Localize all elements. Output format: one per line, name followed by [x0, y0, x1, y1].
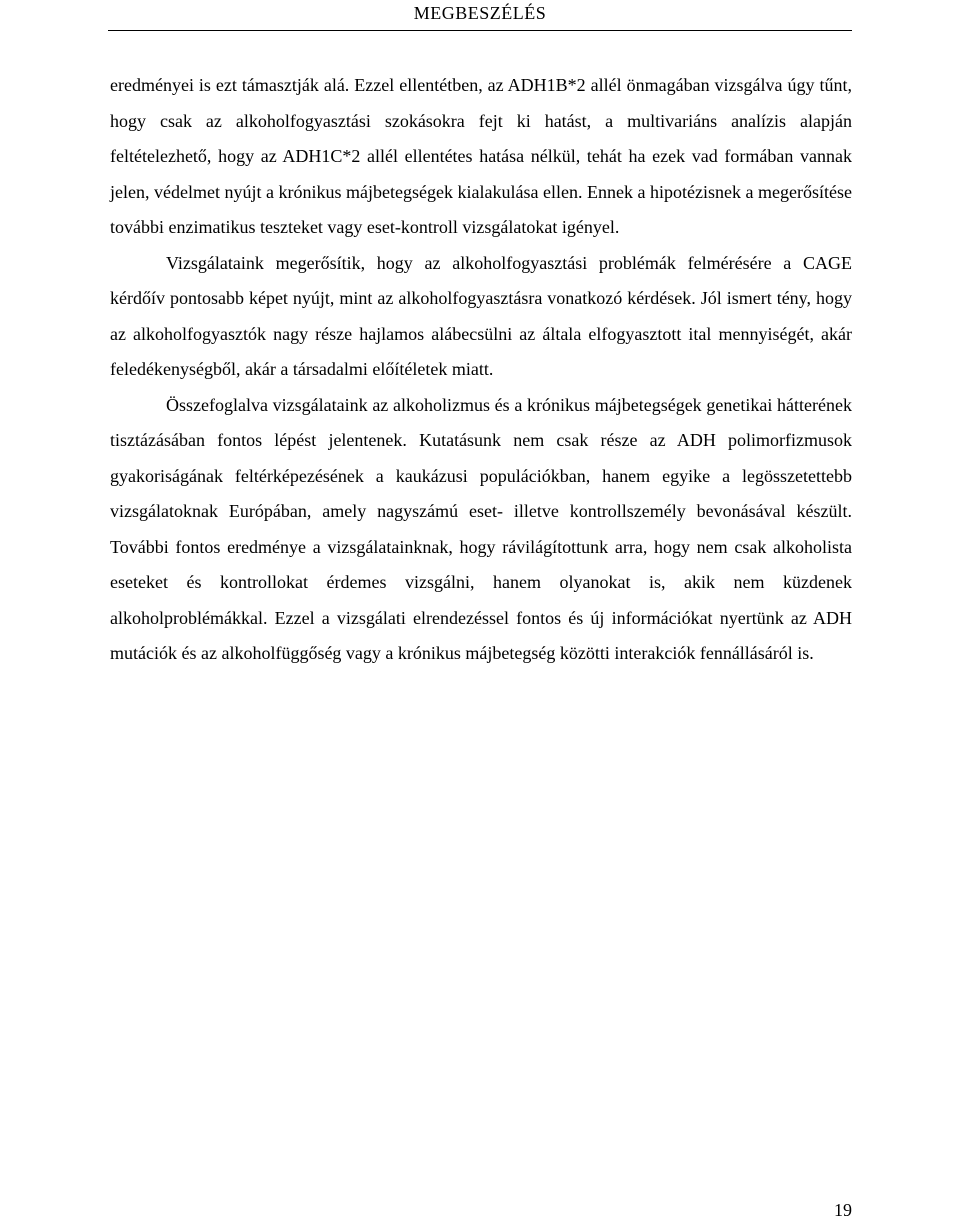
document-body: [110, 68, 852, 672]
paragraph-cage-questionnaire: Vizsgálataink megerősítik, hogy az alkoholfogyasztási problémák felmérésére a CAGE kérdőív pontosabb képet nyújt, mint az alkoholfogyasztásra vonatkozó kérdések. Jól ismert tény, hogy az alkoholfogyasztók nagy része hajlamos alábecsülni az általa elfogyasztott ital mennyiségét, akár feledékenységből, akár a társadalmi előítéletek miatt.: [110, 252, 852, 379]
header-rule: [108, 30, 852, 31]
paragraph-summary: Összefoglalva vizsgálataink az alkoholizmus és a krónikus májbetegségek genetikai hátterének tisztázásában fontos lépést jelentenek. Kutatásunk nem csak része az ADH polimorfizmusok gyakoriságának feltérképezésének a kaukázusi populációkban, hanem egyike a legösszetettebb vizsgálatoknak Európában, amely nagyszámú eset- illetve kontrollszemély bevonásával készült. További fontos eredménye a vizsgálatainknak, hogy rávilágítottunk arra, hogy nem csak alkoholista eseteket és kontrollokat érdemes vizsgálni, hanem olyanokat is, akik nem küzdenek alkoholproblémákkal. Ezzel a vizsgálati elrendezéssel fontos és új információkat nyertünk az ADH mutációk és az alkoholfüggőség vagy a krónikus májbetegség közötti interakciók fennállásáról is.: [110, 394, 852, 663]
paragraph-continuation: eredményei is ezt támasztják alá. Ezzel ellentétben, az ADH1B*2 allél önmagában vizsgálva úgy tűnt, hogy csak az alkoholfogyasztási szokásokra fejt ki hatást, a multivariáns analízis alapján feltételezhető, hogy az ADH1C*2 allél ellentétes hatása nélkül, tehát ha ezek vad formában vannak jelen, védelmet nyújt a krónikus májbetegségek kialakulása ellen. Ennek a hipotézisnek a megerősítése további enzimatikus teszteket vagy eset-kontroll vizsgálatokat igényel.: [110, 75, 852, 237]
page-number: 19: [834, 1200, 852, 1220]
running-header: MEGBESZÉLÉS: [413, 3, 547, 23]
